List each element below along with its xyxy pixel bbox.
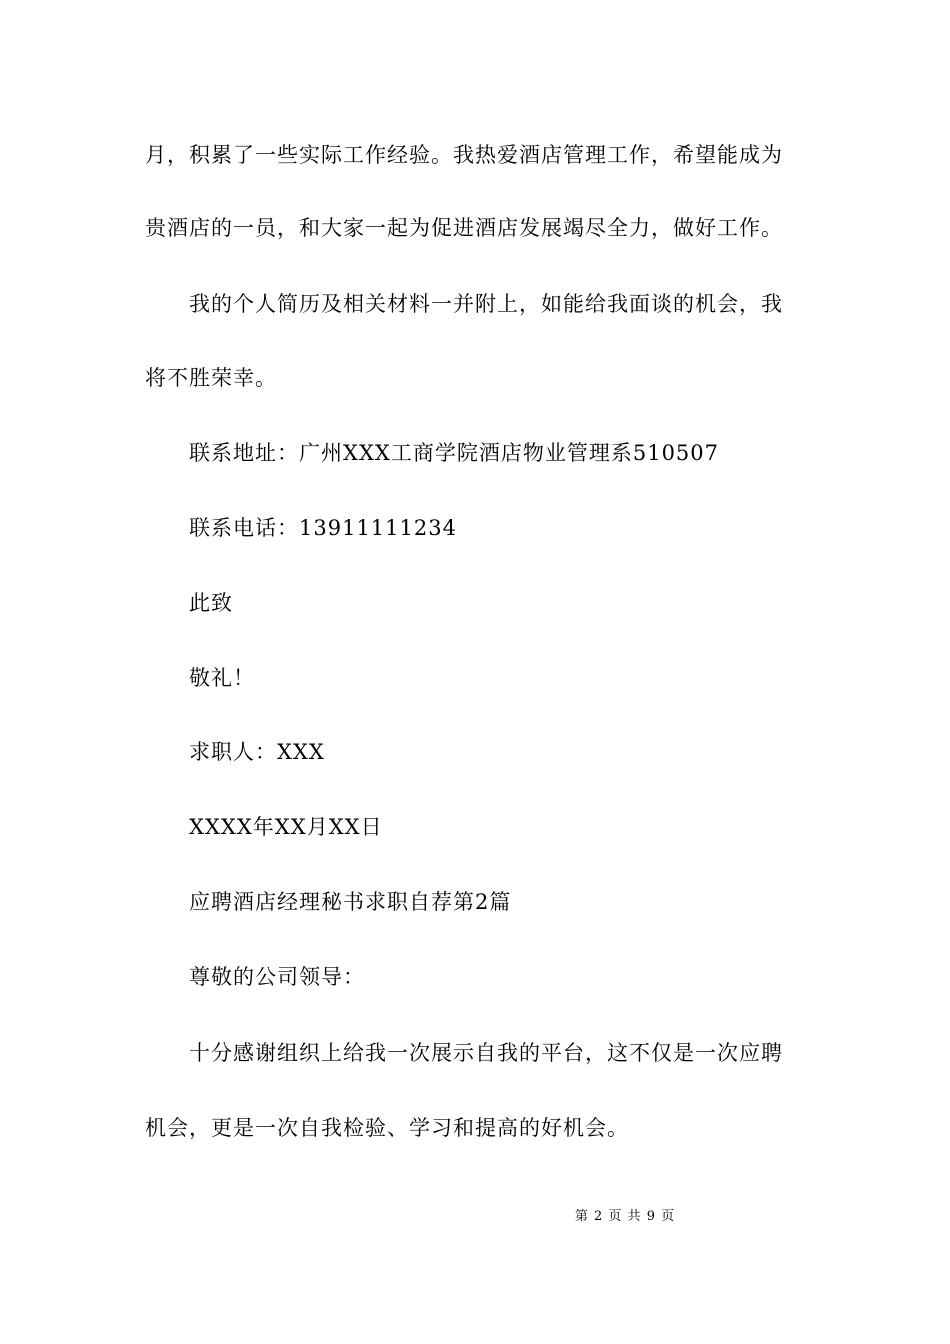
- paragraph-line: 机会，更是一次自我检验、学习和提高的好机会。: [145, 1116, 629, 1140]
- paragraph-line: 我的个人简历及相关材料一并附上，如能给我面谈的机会，我: [189, 292, 783, 316]
- closing-regards: 敬礼！: [189, 666, 255, 690]
- paragraph-line: 十分感谢组织上给我一次展示自我的平台，这不仅是一次应聘: [189, 1041, 783, 1065]
- letter-greeting: 尊敬的公司领导：: [189, 965, 365, 989]
- page-number: 第 2 页 共 9 页: [574, 1209, 676, 1224]
- closing-salutation: 此致: [189, 591, 233, 615]
- contact-address: 联系地址：广州XXX工商学院酒店物业管理系510507: [189, 441, 720, 465]
- contact-phone: 联系电话：13911111234: [189, 516, 457, 540]
- paragraph-line: 贵酒店的一员，和大家一起为促进酒店发展竭尽全力，做好工作。: [145, 216, 783, 240]
- paragraph-line: 月，积累了一些实际工作经验。我热爱酒店管理工作，希望能成为: [145, 143, 783, 167]
- letter-date: XXXX年XX月XX日: [189, 815, 383, 839]
- applicant-name: 求职人：XXX: [189, 740, 325, 764]
- section-title: 应聘酒店经理秘书求职自荐第2篇: [189, 890, 512, 914]
- paragraph-line: 将不胜荣幸。: [145, 366, 277, 390]
